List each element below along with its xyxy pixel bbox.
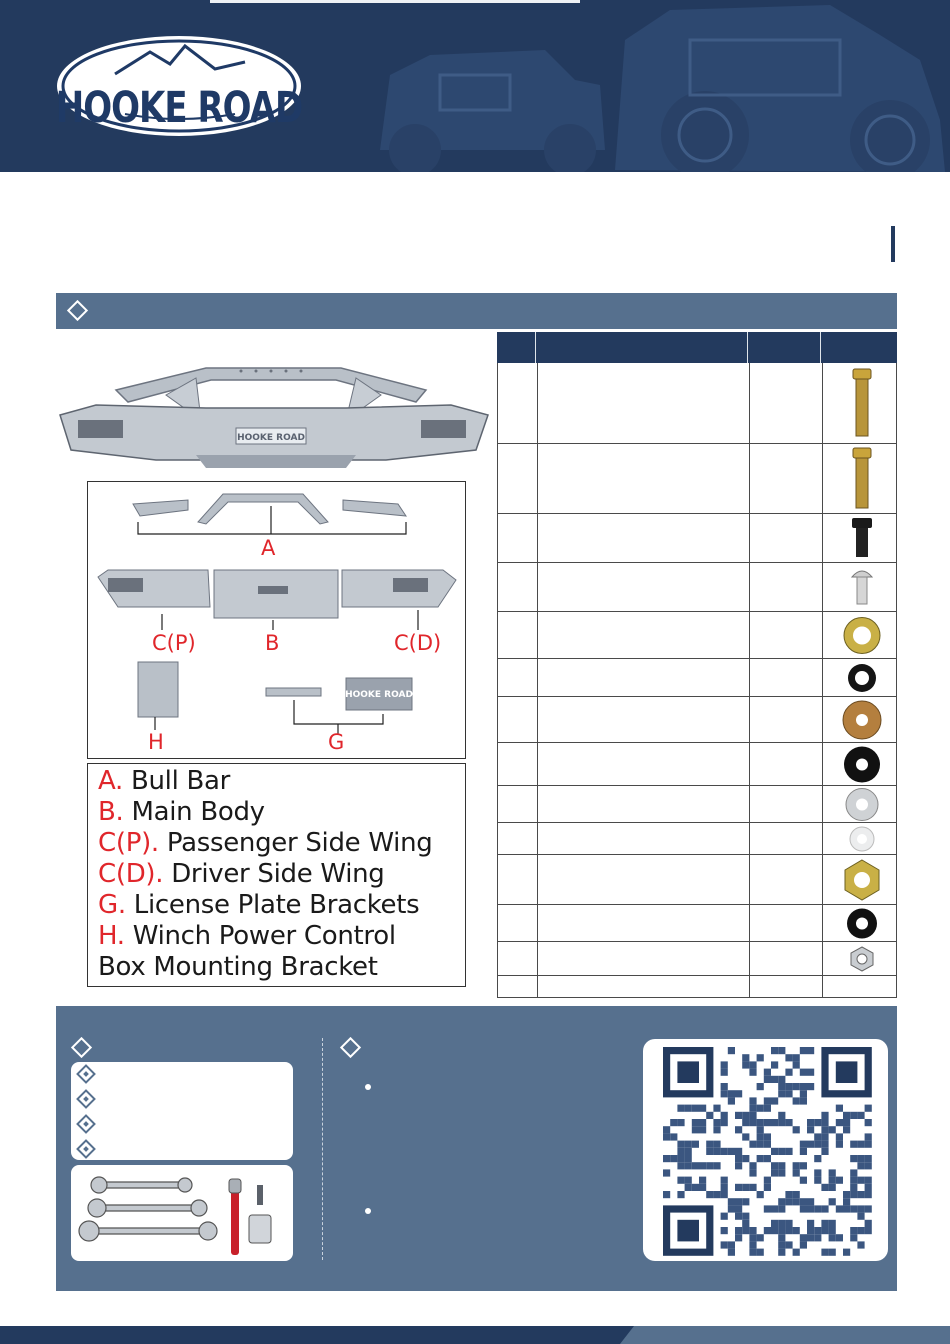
hardware-cell-divider	[537, 612, 538, 658]
hardware-cell-divider	[537, 514, 538, 562]
footer-accent	[620, 1326, 950, 1344]
hardware-cell-divider	[537, 942, 538, 975]
tool-item-icon	[76, 1139, 96, 1159]
assembled-bumper-image	[56, 360, 490, 470]
hardware-row	[497, 612, 897, 659]
hardware-cell-divider	[749, 976, 750, 997]
button-head-screw-icon	[822, 563, 898, 612]
hardware-cell-divider	[749, 743, 750, 785]
header-col-name	[536, 332, 748, 363]
label-h: H	[148, 730, 164, 754]
hardware-cell-divider	[537, 905, 538, 941]
hardware-cell-divider	[749, 942, 750, 975]
hardware-cell-divider	[749, 823, 750, 854]
header-banner	[0, 0, 950, 172]
hardware-cell-divider	[749, 786, 750, 822]
label-b: B	[265, 631, 280, 655]
hardware-row	[497, 659, 897, 697]
header-col-no	[497, 332, 536, 363]
hardware-row	[497, 942, 897, 976]
hardware-row	[497, 514, 897, 563]
hooke-road-logo	[55, 34, 303, 138]
hardware-cell-divider	[749, 905, 750, 941]
hardware-row	[497, 855, 897, 905]
wrench-ratchet-icon	[71, 1165, 293, 1261]
hardware-row	[497, 363, 897, 444]
hardware-cell-divider	[749, 697, 750, 742]
tools-diamond-icon	[71, 1037, 92, 1058]
hardware-row	[497, 786, 897, 823]
parts-section-bar	[56, 293, 897, 329]
parts-exploded-drawing	[88, 482, 465, 758]
tools-list	[71, 1062, 293, 1160]
hardware-cell-divider	[537, 786, 538, 822]
hardware-cell-divider	[749, 514, 750, 562]
legend-item-continuation: Box Mounting Bracket	[98, 952, 378, 982]
label-a: A	[261, 536, 276, 560]
tool-item-icon	[76, 1064, 96, 1084]
large-lock-washer-icon	[822, 612, 898, 659]
tool-item-icon	[76, 1089, 96, 1109]
hardware-cell-divider	[749, 612, 750, 658]
hex-nut-icon	[822, 855, 898, 905]
long-hex-bolt-icon	[822, 363, 898, 444]
note-bullet	[365, 1208, 371, 1214]
hardware-row	[497, 976, 897, 998]
notes-diamond-icon	[340, 1037, 361, 1058]
hardware-cell-divider	[749, 563, 750, 611]
legend-item: C(P). Passenger Side Wing	[98, 828, 433, 858]
hardware-row	[497, 563, 897, 612]
note-bullet	[365, 1084, 371, 1090]
qr-code-card[interactable]	[643, 1039, 888, 1261]
black-bolt-icon	[822, 514, 898, 563]
hardware-cell-divider	[537, 976, 538, 997]
parts-diagram	[87, 481, 466, 759]
flat-washer-bronze-icon	[822, 697, 898, 743]
hardware-row	[497, 743, 897, 786]
hardware-cell-divider	[537, 823, 538, 854]
silver-washer-icon	[822, 786, 898, 823]
logo-wordmark: HOOKE ROAD	[55, 83, 303, 133]
hardware-cell-divider	[749, 659, 750, 696]
tool-item-icon	[76, 1114, 96, 1134]
section-diamond-icon	[67, 300, 88, 321]
legend-item: B. Main Body	[98, 797, 265, 827]
legend-item: A. Bull Bar	[98, 766, 231, 796]
bumper-logo-plate: HOOKE ROAD	[237, 433, 305, 443]
tools-image	[71, 1165, 293, 1261]
nylon-lock-nut-icon	[822, 942, 898, 976]
hardware-cell-divider	[537, 855, 538, 904]
hardware-cell-divider	[749, 855, 750, 904]
hardware-row	[497, 697, 897, 743]
hardware-cell-divider	[822, 976, 823, 997]
hardware-cell-divider	[749, 444, 750, 513]
header-col-qty	[748, 332, 821, 363]
panel-divider	[322, 1038, 323, 1260]
hex-bolt-icon	[822, 444, 898, 514]
title-accent-bar	[891, 226, 895, 262]
label-g: G	[328, 730, 345, 754]
hardware-row	[497, 905, 897, 942]
parts-legend	[87, 763, 466, 987]
label-cd: C(D)	[394, 631, 442, 655]
hardware-cell-divider	[537, 363, 538, 443]
hardware-cell-divider	[537, 743, 538, 785]
hardware-cell-divider	[537, 659, 538, 696]
hardware-table-header	[497, 332, 897, 363]
hardware-row	[497, 444, 897, 514]
black-lock-washer-icon	[822, 659, 898, 697]
hardware-cell-divider	[537, 697, 538, 742]
hardware-cell-divider	[537, 444, 538, 513]
bracket-logo-text: HOOKE ROAD	[345, 690, 413, 700]
jeep-silhouette-art	[360, 0, 950, 172]
legend-item: C(D). Driver Side Wing	[98, 859, 385, 889]
hardware-row	[497, 823, 897, 855]
hardware-cell-divider	[749, 363, 750, 443]
qr-code-icon[interactable]	[643, 1039, 888, 1261]
black-flat-washer-icon	[822, 743, 898, 786]
legend-item: H. Winch Power Control	[98, 921, 396, 951]
legend-item: G. License Plate Brackets	[98, 890, 420, 920]
hardware-cell-divider	[537, 563, 538, 611]
label-cp: C(P)	[152, 631, 196, 655]
black-nut-icon	[822, 905, 898, 942]
small-washer-icon	[822, 823, 898, 855]
